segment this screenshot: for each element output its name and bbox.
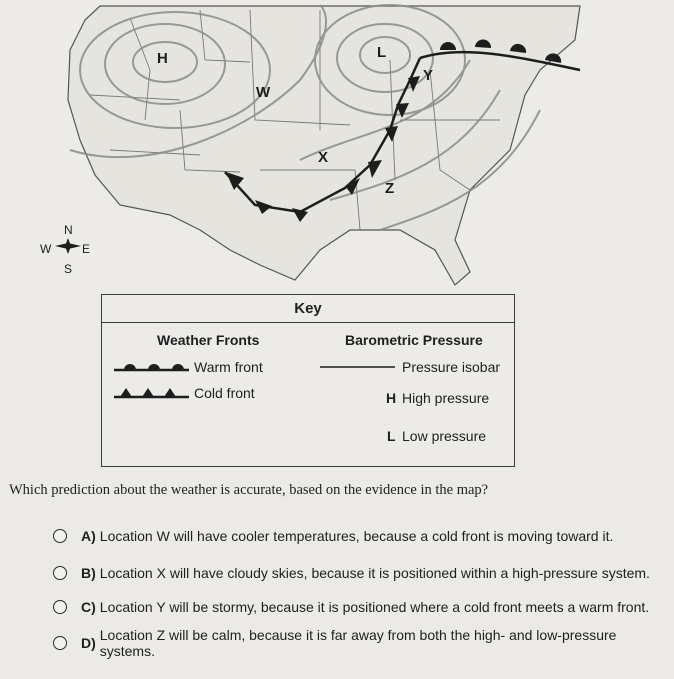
- location-y-label: Y: [423, 67, 434, 84]
- choice-c[interactable]: [53, 596, 649, 618]
- svg-text:E: E: [82, 242, 91, 256]
- low-pressure-symbol: L: [387, 428, 396, 444]
- weather-map: [0, 0, 600, 287]
- location-w-label: W: [256, 84, 271, 101]
- map-key: [101, 294, 515, 467]
- choice-a-text: Location W will have cooler temperatures, because a cold front is moving toward it.: [99, 528, 614, 544]
- high-pressure-key-label: High pressure: [402, 390, 490, 406]
- choice-b[interactable]: [53, 562, 650, 584]
- cold-front-label: Cold front: [194, 385, 255, 401]
- choice-b-text: Location X will have cloudy skies, because it is positioned within a high-pressure system.: [99, 565, 650, 581]
- warm-front-symbol: [114, 361, 189, 373]
- isobar-label: Pressure isobar: [402, 359, 501, 375]
- weather-fronts-heading: Weather Fronts: [157, 332, 260, 348]
- svg-text:N: N: [64, 223, 73, 237]
- choice-a[interactable]: [53, 525, 613, 547]
- choice-c-letter: C): [81, 599, 96, 615]
- question-text: Which prediction about the weather is accurate, based on the evidence in the map?: [9, 482, 489, 498]
- svg-text:W: W: [40, 242, 52, 256]
- barometric-pressure-heading: Barometric Pressure: [345, 332, 483, 348]
- warm-front-label: Warm front: [194, 359, 263, 375]
- high-pressure-symbol: H: [386, 390, 397, 406]
- choice-a-radio[interactable]: [53, 529, 67, 543]
- key-title: Key: [102, 295, 514, 323]
- choice-d-radio[interactable]: [53, 636, 67, 650]
- cold-front-symbol: [114, 387, 189, 399]
- choice-d-text: Location Z will be calm, because it is far away from both the high- and low-pressure systems.: [99, 627, 617, 659]
- choice-a-letter: A): [81, 528, 96, 544]
- choice-b-radio[interactable]: [53, 566, 67, 580]
- location-z-label: Z: [385, 180, 395, 197]
- location-x-label: X: [318, 149, 329, 166]
- choice-d-letter: D): [80, 635, 96, 651]
- isobar-symbol: [320, 365, 395, 369]
- choice-c-radio[interactable]: [53, 600, 67, 614]
- choice-d[interactable]: [53, 627, 674, 659]
- low-pressure-key-label: Low pressure: [402, 428, 487, 444]
- high-pressure-label: H: [157, 50, 168, 67]
- choice-c-text: Location Y will be stormy, because it is positioned where a cold front meets a warm front.: [99, 599, 650, 615]
- svg-text:S: S: [64, 262, 73, 276]
- low-pressure-label: L: [377, 44, 387, 61]
- choice-b-letter: B): [81, 565, 96, 581]
